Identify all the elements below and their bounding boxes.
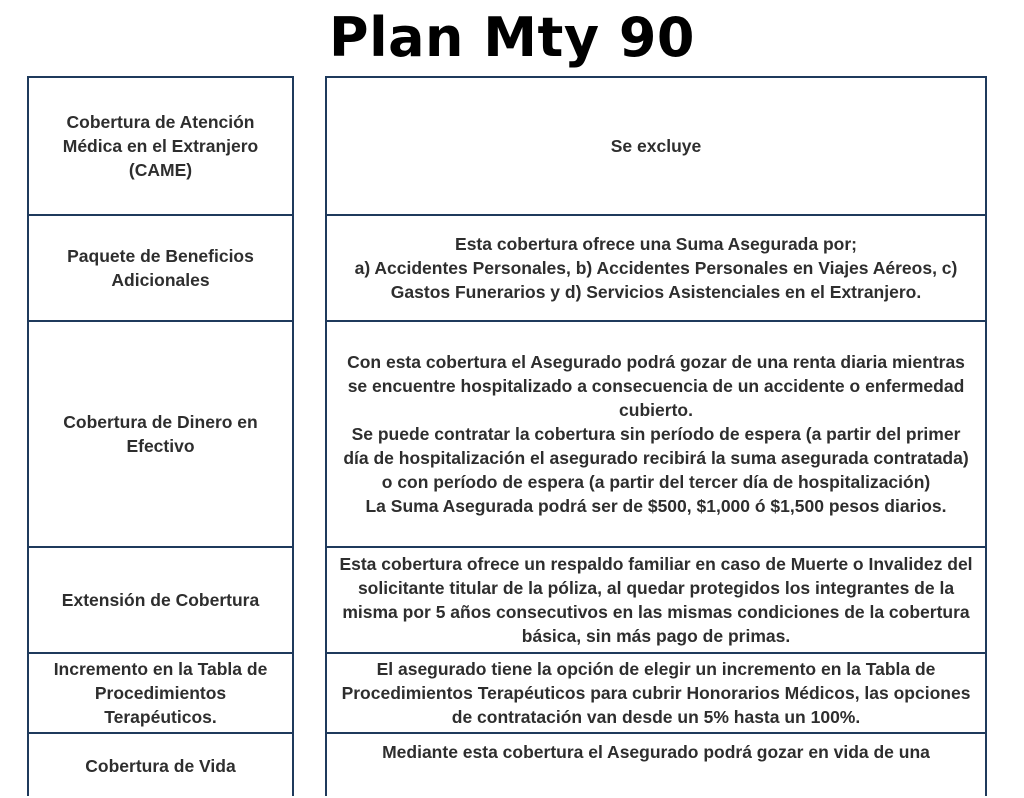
coverage-name-column bbox=[27, 76, 294, 796]
coverage-label-incremento: Incremento en la Tabla de Procedimientos Terapéuticos. bbox=[53, 659, 268, 727]
coverage-label-beneficios: Paquete de Beneficios Adicionales bbox=[67, 246, 254, 290]
coverage-label-dinero: Cobertura de Dinero en Efectivo bbox=[63, 412, 258, 456]
coverage-label-extension: Extensión de Cobertura bbox=[61, 590, 260, 610]
coverage-desc-beneficios: Esta cobertura ofrece una Suma Asegurada por; a) Accidentes Personales, b) Accidentes Personales en Viajes Aéreos, c) Gastos Funerarios y d) Servicios Asistenciales en el Extranjero. bbox=[354, 234, 958, 302]
coverage-desc-vida: Mediante esta cobertura el Asegurado podrá gozar en vida de una bbox=[382, 742, 930, 762]
coverage-label-vida: Cobertura de Vida bbox=[85, 756, 236, 776]
coverage-desc-came: Se excluye bbox=[610, 136, 702, 156]
coverage-label-came: Cobertura de Atención Médica en el Extranjero (CAME) bbox=[62, 112, 259, 180]
coverage-desc-extension: Esta cobertura ofrece un respaldo familiar en caso de Muerte o Invalidez del solicitante titular de la póliza, al quedar protegidos los integrantes de la misma por 5 años consecutivos en las mismas condiciones de la cobertura básica, sin más pago de primas. bbox=[339, 554, 973, 646]
coverage-desc-dinero: Con esta cobertura el Asegurado podrá gozar de una renta diaria mientras se encuentre hospitalizado a consecuencia de un accidente o enfermedad cubierto. Se puede contratar la cobertura sin período de espera (a partir del primer día de hospitalización el asegurado recibirá la suma asegurada contratada) o con período de espera (a partir del tercer día de hospitalización) La Suma Asegurada podrá ser de $500, $1,000 ó $1,500 pesos diarios. bbox=[343, 352, 969, 516]
coverage-desc-incremento: El asegurado tiene la opción de elegir un incremento en la Tabla de Procedimientos Terapéuticos para cubrir Honorarios Médicos, las opciones de contratación van desde un 5% hasta un 100%. bbox=[341, 659, 971, 727]
coverage-description-column bbox=[325, 76, 987, 796]
page-title: Plan Mty 90 bbox=[329, 6, 695, 69]
